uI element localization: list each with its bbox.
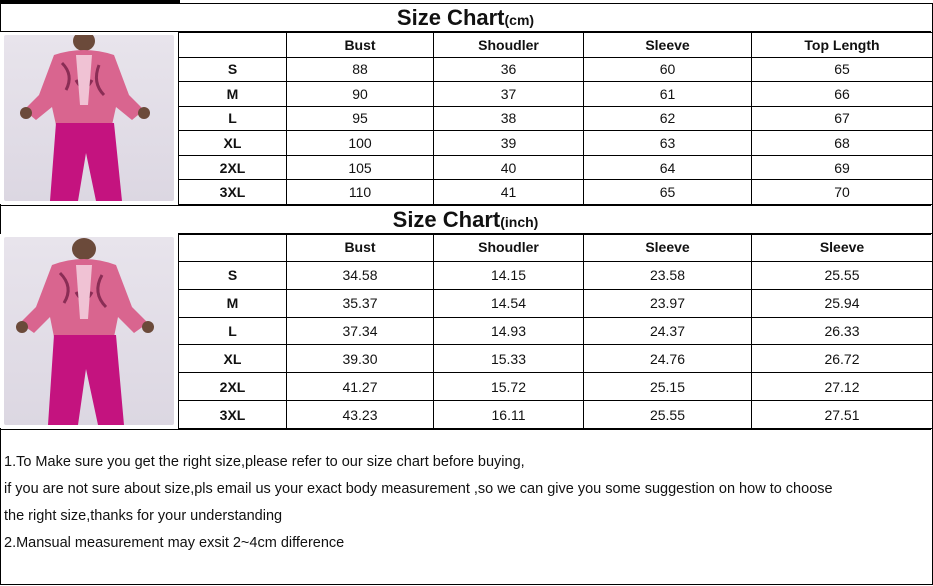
table-row [179,401,933,429]
measurement-cell: 105 [287,155,434,180]
measurement-cell: 65 [752,57,933,82]
measurement-cell: 16.11 [434,401,584,429]
measurement-cell: 15.33 [434,345,584,373]
measurement-cell: 90 [287,82,434,107]
note-line-4: 2.Mansual measurement may exsit 2~4cm difference [4,535,345,551]
column-header: Top Length [752,33,933,58]
measurement-cell: 23.58 [584,261,752,289]
measurement-cell: 68 [752,131,933,156]
notes-divider [0,429,931,430]
inch-chart-unit: (inch) [500,214,539,230]
measurement-cell: 40 [434,155,584,180]
measurement-cell: 65 [584,180,752,205]
size-label: 2XL [179,155,287,180]
model-photo-cm [0,32,179,204]
measurement-cell: 38 [434,106,584,131]
column-header: Sleeve [584,33,752,58]
size-label: L [179,106,287,131]
column-header [179,33,287,58]
measurement-cell: 27.51 [752,401,933,429]
note-line-3: the right size,thanks for your understanding [4,508,283,524]
size-label: 3XL [179,180,287,205]
measurement-cell: 25.55 [752,261,933,289]
column-header: Shoudler [434,33,584,58]
measurement-cell: 25.55 [584,401,752,429]
measurement-cell: 60 [584,57,752,82]
size-label: XL [179,131,287,156]
model-illustration [4,237,174,425]
measurement-cell: 41 [434,180,584,205]
measurement-cell: 62 [584,106,752,131]
note-line-1: 1.To Make sure you get the right size,please refer to our size chart before buying, [4,454,525,470]
size-label: M [179,289,287,317]
model-photo-backdrop [4,35,174,201]
measurement-cell: 95 [287,106,434,131]
size-label: M [179,82,287,107]
measurement-cell: 14.93 [434,317,584,345]
measurement-cell: 24.37 [584,317,752,345]
measurement-cell: 88 [287,57,434,82]
size-label: S [179,261,287,289]
measurement-cell: 39 [434,131,584,156]
table-row [179,180,933,205]
measurement-cell: 26.72 [752,345,933,373]
measurement-cell: 66 [752,82,933,107]
size-table-cm [178,32,933,205]
table-row [179,261,933,289]
cm-chart-title-text: Size Chart [396,5,505,30]
measurement-cell: 110 [287,180,434,205]
header-row [179,234,933,262]
measurement-cell: 27.12 [752,373,933,401]
table-row [179,106,933,131]
table-row [179,131,933,156]
size-label: S [179,57,287,82]
column-header [179,234,287,262]
model-photo-backdrop [4,237,174,425]
column-header: Shoudler [434,234,584,262]
measurement-cell: 25.15 [584,373,752,401]
measurement-cell: 37 [434,82,584,107]
table-row [179,345,933,373]
model-photo-inch [0,234,179,428]
size-label: XL [179,345,287,373]
measurement-cell: 23.97 [584,289,752,317]
inch-chart-title-text: Size Chart [392,207,501,232]
table-row [179,82,933,107]
cm-chart-unit: (cm) [504,12,535,28]
measurement-cell: 34.58 [287,261,434,289]
measurement-cell: 14.15 [434,261,584,289]
measurement-cell: 100 [287,131,434,156]
size-label: L [179,317,287,345]
column-header: Bust [287,33,434,58]
model-illustration [4,35,174,201]
measurement-cell: 63 [584,131,752,156]
measurement-cell: 25.94 [752,289,933,317]
measurement-cell: 69 [752,155,933,180]
size-label: 3XL [179,401,287,429]
table-row [179,289,933,317]
measurement-cell: 36 [434,57,584,82]
measurement-cell: 61 [584,82,752,107]
measurement-cell: 24.76 [584,345,752,373]
measurement-cell: 70 [752,180,933,205]
table-row [179,317,933,345]
note-line-2: if you are not sure about size,pls email us your exact body measurement ,so we can give you some suggestion on how to choose [4,481,833,497]
size-notes [4,449,929,557]
table-row [179,373,933,401]
measurement-cell: 39.30 [287,345,434,373]
header-row [179,33,933,58]
measurement-cell: 43.23 [287,401,434,429]
cm-chart-title [0,4,931,32]
measurement-cell: 14.54 [434,289,584,317]
size-label: 2XL [179,373,287,401]
table-row [179,57,933,82]
measurement-cell: 41.27 [287,373,434,401]
measurement-cell: 35.37 [287,289,434,317]
measurement-cell: 67 [752,106,933,131]
measurement-cell: 64 [584,155,752,180]
table-row [179,155,933,180]
size-table-inch [178,233,933,429]
column-header: Bust [287,234,434,262]
measurement-cell: 26.33 [752,317,933,345]
column-header: Sleeve [584,234,752,262]
column-header: Sleeve [752,234,933,262]
measurement-cell: 15.72 [434,373,584,401]
measurement-cell: 37.34 [287,317,434,345]
inch-chart-title [0,205,931,235]
